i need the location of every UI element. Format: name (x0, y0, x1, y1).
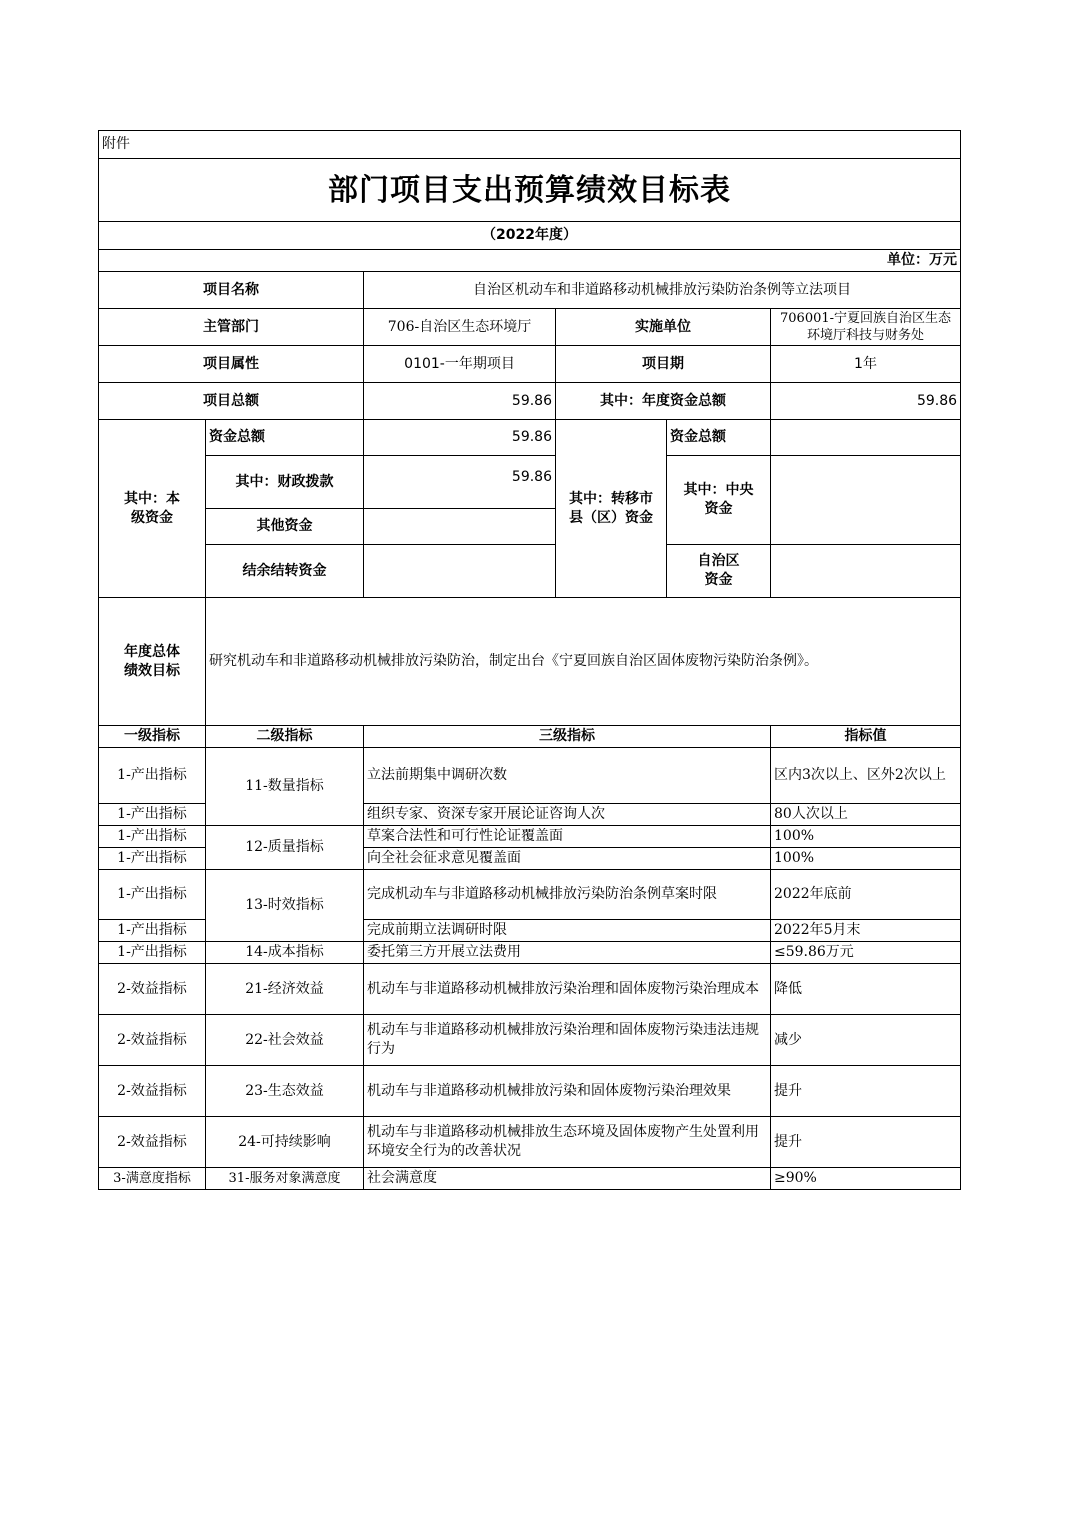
dept-label: 主管部门 (99, 309, 364, 346)
value-cell: 100% (771, 848, 961, 870)
level3-cell: 草案合法性和可行性论证覆盖面 (364, 826, 771, 848)
value-cell: 提升 (771, 1066, 961, 1117)
other-funds-value (364, 509, 556, 545)
table-row (99, 1066, 961, 1117)
level2-cell: 12-质量指标 (206, 826, 364, 870)
level3-cell: 组织专家、资深专家开展论证咨询人次 (364, 804, 771, 826)
value-cell: 2022年5月末 (771, 920, 961, 942)
level1-cell: 3-满意度指标 (99, 1168, 206, 1190)
table-row (99, 1168, 961, 1190)
impl-label: 实施单位 (556, 309, 771, 346)
total-value: 59.86 (364, 383, 556, 420)
value-cell: 减少 (771, 1015, 961, 1066)
other-funds-label: 其他资金 (206, 509, 364, 545)
level3-cell: 社会满意度 (364, 1168, 771, 1190)
attachment-label: 附件 (99, 131, 961, 159)
central-funds-value (771, 456, 961, 545)
level2-cell: 11-数量指标 (206, 748, 364, 826)
level3-cell: 完成机动车与非道路移动机械排放污染防治条例草案时限 (364, 870, 771, 920)
level2-cell: 22-社会效益 (206, 1015, 364, 1066)
annual-value: 59.86 (771, 383, 961, 420)
carryover-funds-label: 结余结转资金 (206, 545, 364, 598)
table-row (99, 942, 961, 964)
carryover-funds-value (364, 545, 556, 598)
level1-cell: 1-产出指标 (99, 870, 206, 920)
transfer-total-label: 资金总额 (667, 420, 771, 456)
level1-cell: 1-产出指标 (99, 804, 206, 826)
period-label: 项目期 (556, 346, 771, 383)
level3-cell: 立法前期集中调研次数 (364, 748, 771, 804)
period-value: 1年 (771, 346, 961, 383)
header-level3: 三级指标 (364, 726, 771, 748)
level3-cell: 机动车与非道路移动机械排放生态环境及固体废物产生处置利用环境安全行为的改善状况 (364, 1117, 771, 1168)
level1-cell: 2-效益指标 (99, 1066, 206, 1117)
level1-cell: 1-产出指标 (99, 942, 206, 964)
level2-cell: 23-生态效益 (206, 1066, 364, 1117)
value-cell: 2022年底前 (771, 870, 961, 920)
performance-target-table (98, 130, 961, 1190)
fiscal-year: （2022年度） (99, 222, 961, 250)
level1-cell: 1-产出指标 (99, 848, 206, 870)
value-cell: 80人次以上 (771, 804, 961, 826)
table-row (99, 826, 961, 848)
transfer-funds-label: 其中：转移市县（区）资金 (556, 420, 667, 598)
total-label: 项目总额 (99, 383, 364, 420)
region-funds-label: 自治区资金 (667, 545, 771, 598)
attr-label: 项目属性 (99, 346, 364, 383)
unit-label: 单位：万元 (99, 250, 961, 272)
dept-value: 706-自治区生态环境厅 (364, 309, 556, 346)
level3-cell: 委托第三方开展立法费用 (364, 942, 771, 964)
header-level2: 二级指标 (206, 726, 364, 748)
table-row (99, 748, 961, 804)
value-cell: 区内3次以上、区外2次以上 (771, 748, 961, 804)
attr-value: 0101-一年期项目 (364, 346, 556, 383)
table-row (99, 1117, 961, 1168)
impl-value: 706001-宁夏回族自治区生态环境厅科技与财务处 (771, 309, 961, 346)
value-cell: 提升 (771, 1117, 961, 1168)
local-funds-label: 其中：本级资金 (99, 420, 206, 598)
level2-cell: 24-可持续影响 (206, 1117, 364, 1168)
level3-cell: 机动车与非道路移动机械排放污染治理和固体废物污染治理成本 (364, 964, 771, 1015)
value-cell: ≥90% (771, 1168, 961, 1190)
page-title: 部门项目支出预算绩效目标表 (99, 159, 961, 222)
value-cell: 100% (771, 826, 961, 848)
level1-cell: 2-效益指标 (99, 964, 206, 1015)
level2-cell: 21-经济效益 (206, 964, 364, 1015)
level2-cell: 13-时效指标 (206, 870, 364, 942)
value-cell: 降低 (771, 964, 961, 1015)
header-value: 指标值 (771, 726, 961, 748)
central-funds-label: 其中：中央资金 (667, 456, 771, 545)
level3-cell: 机动车与非道路移动机械排放污染治理和固体废物污染违法违规行为 (364, 1015, 771, 1066)
level3-cell: 向全社会征求意见覆盖面 (364, 848, 771, 870)
level2-cell: 14-成本指标 (206, 942, 364, 964)
table-row (99, 964, 961, 1015)
level1-cell: 2-效益指标 (99, 1117, 206, 1168)
level2-cell: 31-服务对象满意度 (206, 1168, 364, 1190)
level1-cell: 2-效益指标 (99, 1015, 206, 1066)
annual-goal-label: 年度总体绩效目标 (99, 598, 206, 726)
level1-cell: 1-产出指标 (99, 748, 206, 804)
annual-label: 其中：年度资金总额 (556, 383, 771, 420)
fiscal-allocation-value: 59.86 (364, 456, 556, 509)
funds-total-value: 59.86 (364, 420, 556, 456)
level3-cell: 机动车与非道路移动机械排放污染和固体废物污染治理效果 (364, 1066, 771, 1117)
funds-total-label: 资金总额 (206, 420, 364, 456)
project-name-value: 自治区机动车和非道路移动机械排放污染防治条例等立法项目 (364, 272, 961, 309)
transfer-total-value (771, 420, 961, 456)
level1-cell: 1-产出指标 (99, 826, 206, 848)
value-cell: ≤59.86万元 (771, 942, 961, 964)
table-row (99, 870, 961, 920)
level3-cell: 完成前期立法调研时限 (364, 920, 771, 942)
annual-goal-text: 研究机动车和非道路移动机械排放污染防治，制定出台《宁夏回族自治区固体废物污染防治条例》。 (206, 598, 961, 726)
fiscal-allocation-label: 其中：财政拨款 (206, 456, 364, 509)
project-name-label: 项目名称 (99, 272, 364, 309)
region-funds-value (771, 545, 961, 598)
header-level1: 一级指标 (99, 726, 206, 748)
level1-cell: 1-产出指标 (99, 920, 206, 942)
table-row (99, 1015, 961, 1066)
